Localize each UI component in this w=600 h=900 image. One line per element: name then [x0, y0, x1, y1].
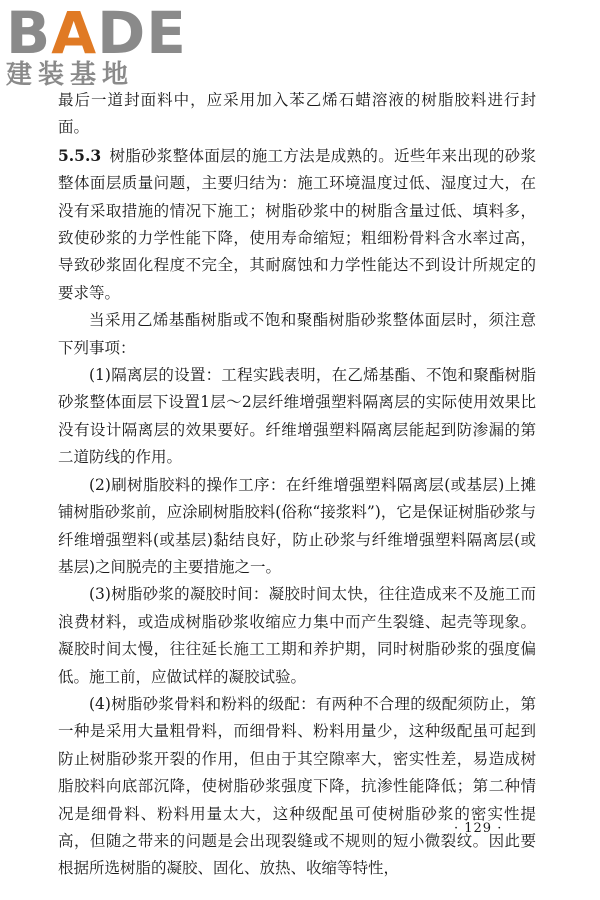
logo-accent-letter: A	[51, 0, 98, 67]
paragraph-continuation: 最后一道封面料中，应采用加入苯乙烯石蜡溶液的树脂胶料进行封面。	[58, 91, 536, 137]
page-number: · 129 ·	[454, 821, 503, 836]
list-item-2: (2)刷树脂胶料的操作工序：在纤维增强塑料隔离层(或基层)上摊铺树脂砂浆前，应涂刷树脂胶料(俗称“接浆料”)，它是保证树脂砂浆与纤维增强塑料(或基层)黏结良好，防止砂浆与纤维增强塑料隔离层(或基层)之间脱壳的主要措施之一。	[58, 475, 536, 576]
page-body	[58, 87, 536, 883]
section-number: 5.5.3	[58, 145, 102, 165]
bade-logo	[6, 0, 196, 90]
list-item-1: (1)隔离层的设置：工程实践表明，在乙烯基酯、不饱和聚酯树脂砂浆整体面层下设置1层～2层纤维增强塑料隔离层的实际使用效果比没有设计隔离层的效果要好。纤维增强塑料隔离层能起到防渗漏的第二道防线的作用。	[58, 366, 536, 467]
list-item-3: (3)树脂砂浆的凝胶时间：凝胶时间太快，往往造成来不及施工而浪费材料，或造成树脂砂浆收缩应力集中而产生裂缝、起壳等现象。凝胶时间太慢，往往延长施工工期和养护期，同时树脂砂浆的强度偏低。施工前，应做试样的凝胶试验。	[58, 585, 536, 686]
paragraph-intro: 当采用乙烯基酯树脂或不饱和聚酯树脂砂浆整体面层时，须注意下列事项：	[58, 311, 536, 357]
logo-subtitle: 建装基地	[6, 60, 135, 90]
logo-wordmark: BADE	[6, 0, 187, 67]
section-5-5-3	[58, 142, 536, 307]
section-text: 树脂砂浆整体面层的施工方法是成熟的。近些年来出现的砂浆整体面层质量问题，主要归结为：施工环境温度过低、湿度过大，在没有采取措施的情况下施工；树脂砂浆中的树脂含量过低、填料多，致使砂浆的力学性能下降，使用寿命缩短；粗细粉骨料含水率过高，导致砂浆固化程度不完全，其耐腐蚀和力学性能达不到设计所规定的要求等。	[58, 146, 536, 302]
list-item-4: (4)树脂砂浆骨料和粉料的级配：有两种不合理的级配须防止，第一种是采用大量粗骨料，而细骨料、粉料用量少，这种级配虽可起到防止树脂砂浆开裂的作用，但由于其空隙率大，密实性差，易造成树脂胶料向底部沉降，使树脂砂浆强度下降，抗渗性能降低；第二种情况是细骨料、粉料用量太大，这种级配虽可使树脂砂浆的密实性提高，但随之带来的问题是会出现裂缝或不规则的短小微裂纹。因此要根据所选树脂的凝胶、固化、放热、收缩等特性，	[58, 694, 536, 878]
